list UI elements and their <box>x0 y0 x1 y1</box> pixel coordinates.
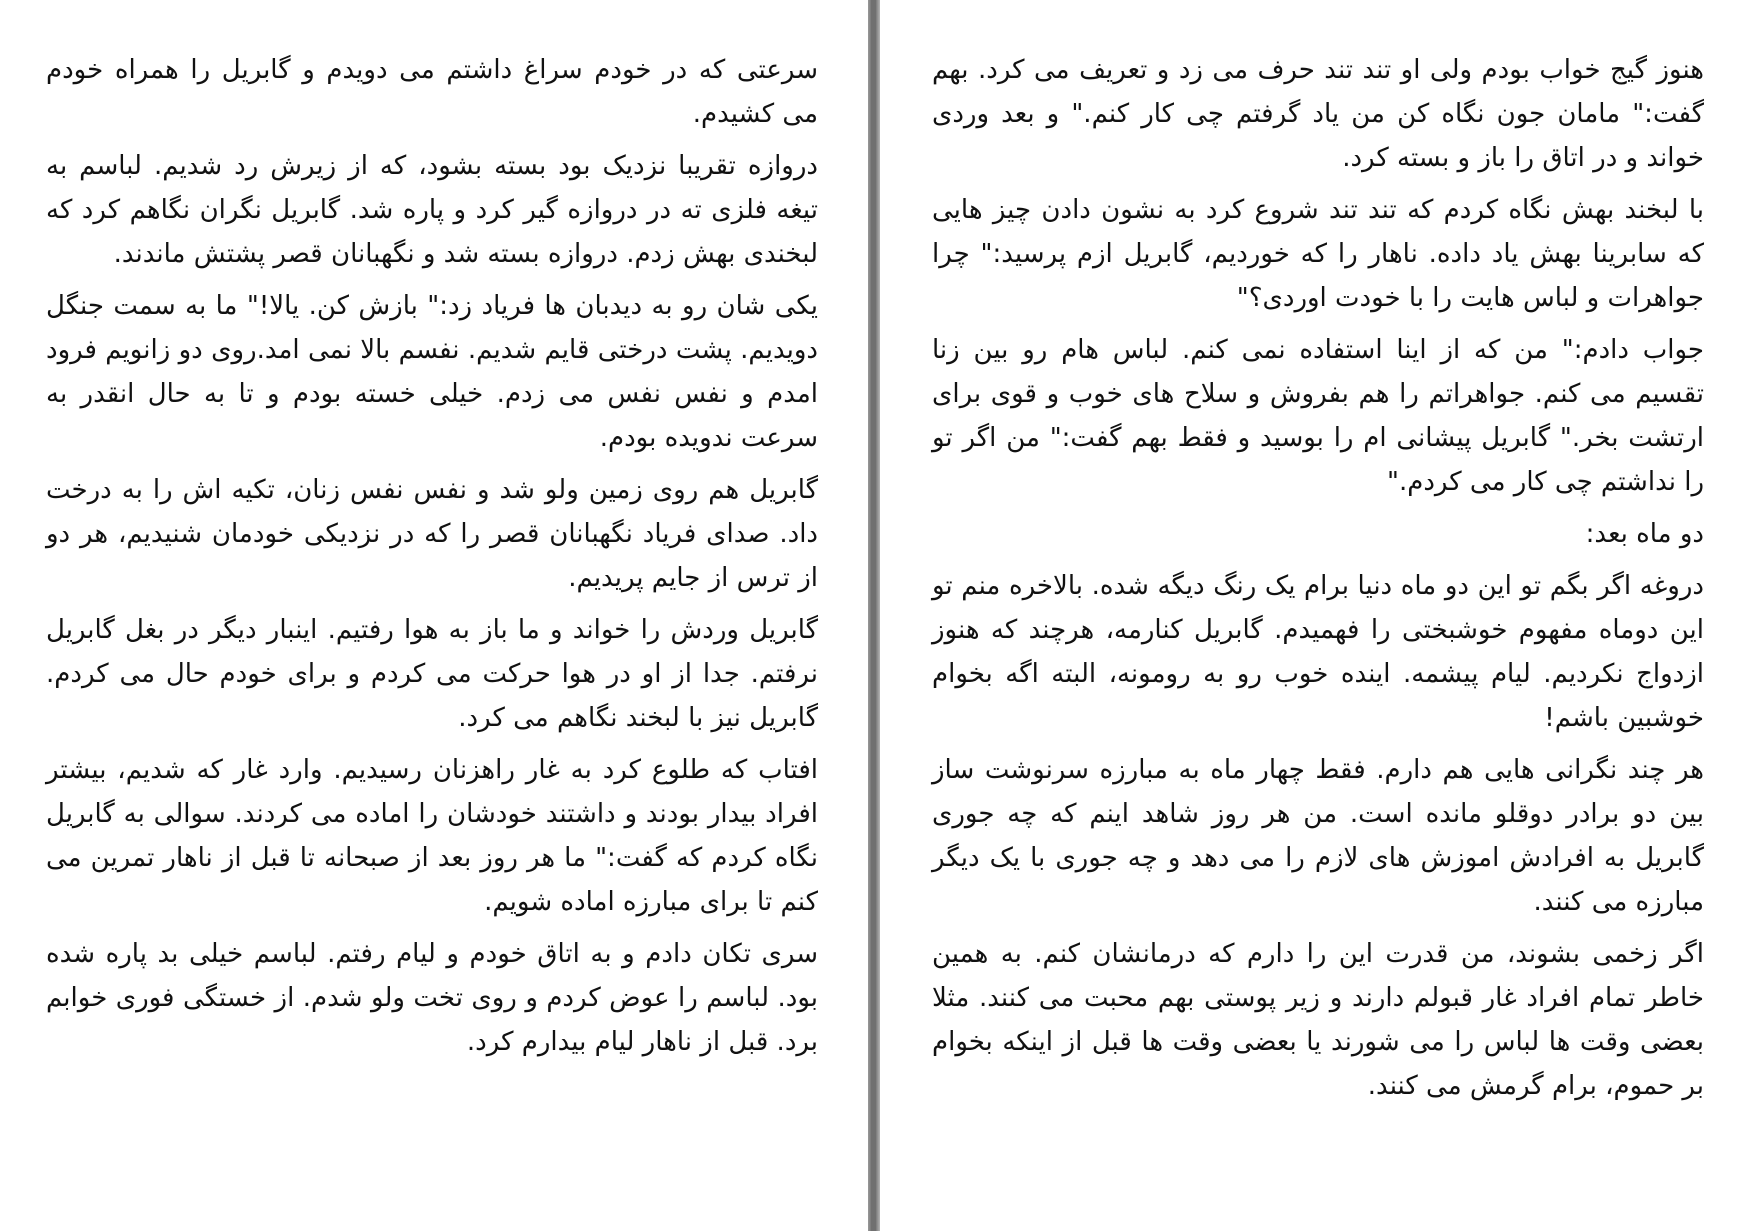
right-page <box>880 0 1753 1231</box>
paragraph: گابریل هم روی زمین ولو شد و نفس نفس زنان، تکیه اش را به درخت داد. صدای فریاد نگهبانان قصر را که در نزدیکی خودمان شنیدیم، هر دو از ترس از جایم پریدیم. <box>46 475 818 593</box>
page-gutter-divider <box>868 0 880 1231</box>
left-page <box>0 0 868 1231</box>
paragraph: هنوز گیج خواب بودم ولی او تند تند حرف می زد و تعریف می کرد. بهم گفت:" مامان جون نگاه کن من یاد گرفتم چی کار کنم." و بعد وردی خواند و در اتاق را باز و بسته کرد. <box>932 55 1704 173</box>
paragraph: سرعتی که در خودم سراغ داشتم می دویدم و گابریل را همراه خودم می کشیدم. <box>46 55 818 129</box>
paragraph: سری تکان دادم و به اتاق خودم و لیام رفتم. لباسم خیلی بد پاره شده بود. لباسم را عوض کردم و روی تخت ولو شدم. از خستگی فوری خوابم برد. قبل از ناهار لیام بیدارم کرد. <box>46 939 818 1057</box>
section-heading: دو ماه بعد: <box>1585 519 1704 549</box>
paragraph: گابریل وردش را خواند و ما باز به هوا رفتیم. اینبار دیگر در بغل گابریل نرفتم. جدا از او در هوا حرکت می کردم و برای خودم حال می کردم. گابریل نیز با لبخند نگاهم می کرد. <box>46 615 818 733</box>
paragraph: اگر زخمی بشوند، من قدرت این را دارم که درمانشان کنم. به همین خاطر تمام افراد غار قبولم دارند و زیر پوستی بهم محبت می کنند. مثلا بعضی وقت ها لباس را می شورند یا بعضی وقت ها قبل از اینکه بخوام بر حموم، برام گرمش می کنند. <box>932 939 1704 1101</box>
paragraph: افتاب که طلوع کرد به غار راهزنان رسیدیم. وارد غار که شدیم، بیشتر افراد بیدار بودند و داشتند خودشان را اماده می کردند. سوالی به گابریل نگاه کردم که گفت:" ما هر روز بعد از صبحانه تا قبل از ناهار تمرین می کنم تا برای مبارزه اماده شویم. <box>46 755 818 917</box>
paragraph: دروازه تقریبا نزدیک بود بسته بشود، که از زیرش رد شدیم. لباسم به تیغه فلزی ته در دروازه گیر کرد و پاره شد. گابریل نگران نگاهم کرد که لبخندی بهش زدم. دروازه بسته شد و نگهبانان قصر پشتش ماندند. <box>46 151 818 269</box>
paragraph: یکی شان رو به دیدبان ها فریاد زد:" بازش کن. یالا!" ما به سمت جنگل دویدیم. پشت درختی قایم شدیم. نفسم بالا نمی امد.روی دو زانویم فرود امدم و نفس نفس می زدم. خیلی خسته بودم و تا به حال انقدر به سرعت ندویده بودم. <box>46 291 818 453</box>
paragraph: با لبخند بهش نگاه کردم که تند تند شروع کرد به نشون دادن چیز هایی که سابرینا بهش یاد داده. ناهار را که خوردیم، گابریل ازم پرسید:" چرا جواهرات و لباس هایت را با خودت اوردی؟" <box>932 195 1704 313</box>
paragraph: هر چند نگرانی هایی هم دارم. فقط چهار ماه به مبارزه سرنوشت ساز بین دو برادر دوقلو مانده است. من هر روز شاهد اینم که چه جوری گابریل به افرادش اموزش های لازم را می دهد و چه جوری با یک دیگر مبارزه می کنند. <box>932 755 1704 917</box>
paragraph: جواب دادم:" من که از اینا استفاده نمی کنم. لباس هام رو بین زنا تقسیم می کنم. جواهراتم را هم بفروش و سلاح های خوب و قوی برای ارتشت بخر." گابریل پیشانی ام را بوسید و فقط بهم گفت:" من اگر تو را نداشتم چی کار می کردم." <box>932 335 1704 497</box>
paragraph: دروغه اگر بگم تو این دو ماه دنیا برام یک رنگ دیگه شده. بالاخره منم تو این دوماه مفهوم خوشبختی را فهمیدم. گابریل کنارمه، هرچند که هنوز ازدواج نکردیم. لیام پیشمه. اینده خوب رو به رومونه، البته اگه بخوام خوشبین باشم! <box>932 571 1704 733</box>
left-page-text <box>46 48 818 1072</box>
right-page-text <box>932 48 1704 1116</box>
